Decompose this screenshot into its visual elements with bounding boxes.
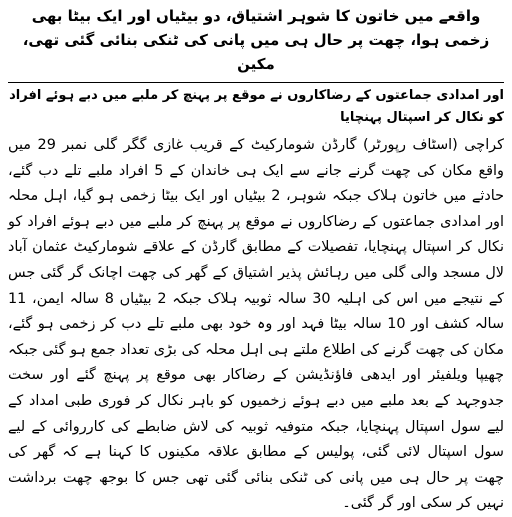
article-body: کراچی (اسٹاف رپورٹر) گارڈن شومارکیٹ کے قریب غازی گگر گلی نمبر 29 میں واقع مکان کی چھت گرنے جانے سے ایک ہی خاندان کے 5 افراد ملبے تلے دب گئے، حادثے میں خاتون ہلاک جبکہ شوہر، 2 بیٹیاں اور ایک بیٹا زخمی ہو گیا، اہل محلہ اور امدادی جماعتوں کے رضاکاروں نے موقع پر پہنچ کر ملبے میں دبے ہوئے افراد کو نکال کر اسپتال پہنچایا، تفصیلات کے مطابق گارڈن کے علاقے شومارکیٹ عثمان آباد لال مسجد والی گلی میں رہائش پذیر اشتیاق کے گھر کی چھت اچانک گر گئی جس کے نتیجے میں اس کی اہلیہ 30 سالہ ثوبیہ ہلاک جبکہ 2 بیٹیاں 8 سالہ ایمن، 11 سالہ کشف اور 10 سالہ بیٹا فہد اور وہ خود بھی ملبے تلے دب کر زخمی ہو گئے، مکان کی چھت گرنے کی اطلاع ملتے ہی اہل محلہ کی بڑی تعداد جمع ہو گئی جبکہ چھیپا ویلفیئر اور ایدھی فاؤنڈیشن کے رضاکار بھی موقع پر پہنچ گئے اور سخت جدوجہد کے بعد ملبے میں دبے ہوئے زخمیوں کو باہر نکال کر فوری طبی امداد کے لیے سول اسپتال پہنچایا، جبکہ متوفیہ ثوبیہ کی لاش ضابطے کی کارروائی کے لیے سول اسپتال لائی گئی، پولیس کے مطابق علاقہ مکینوں کا کہنا ہے کہ گھر کی چھت پر حال ہی میں پانی کی ٹنکی بنائی گئی تھی جس کا بوجھ چھت برداشت نہیں کر سکی اور گر گئی۔ <box>8 137 505 512</box>
article-subheadline: اور امدادی جماعتوں کے رضاکاروں نے موقع پر پہنچ کر ملبے میں دبے ہوئے افراد کو نکال کر اسپتال پہنچایا <box>9 88 504 125</box>
article-headline: واقعے میں خاتون کا شوہر اشتیاق، دو بیٹیاں اور ایک بیٹا بھی زخمی ہوا، چھت پر حال ہی میں پانی کی ٹنکی بنائی گئی تھی، مکین <box>22 7 490 73</box>
headline-divider <box>8 82 504 83</box>
